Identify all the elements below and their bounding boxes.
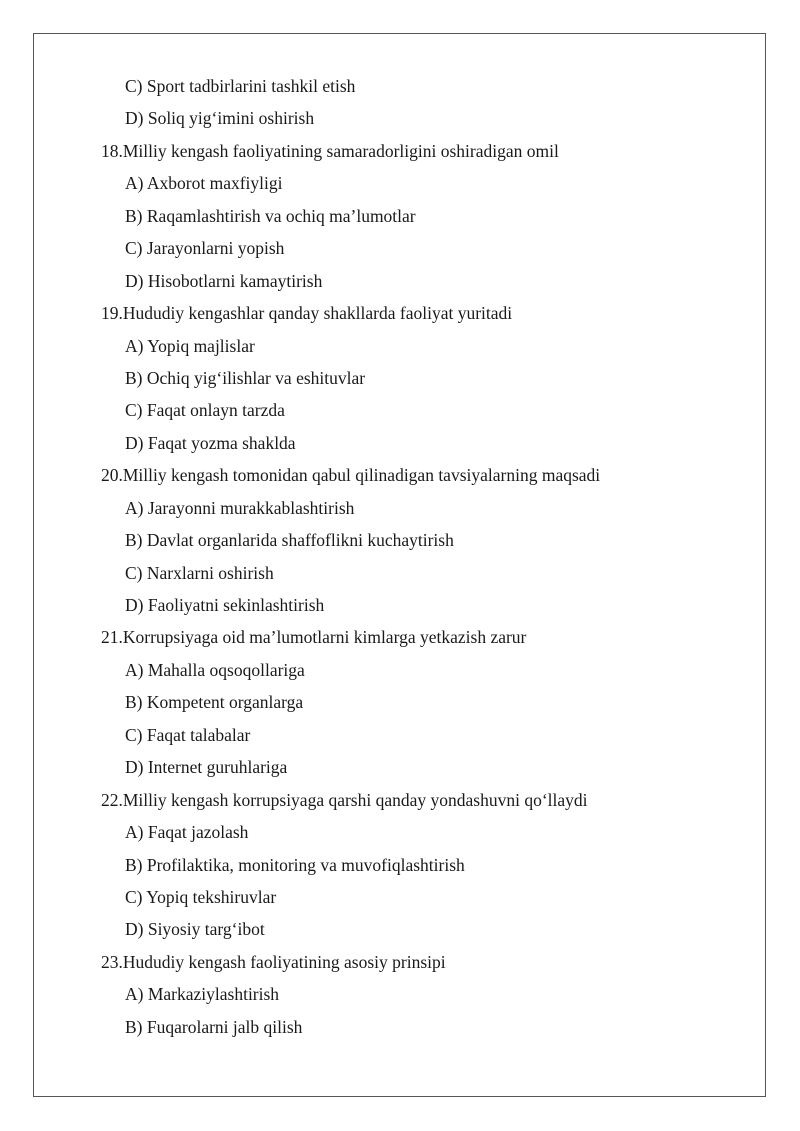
answer-option: C) Faqat onlayn tarzda — [125, 400, 285, 421]
answer-option: D) Internet guruhlariga — [125, 757, 288, 778]
answer-option: B) Davlat organlarida shaffoflikni kuchaytirish — [125, 530, 454, 551]
answer-option: B) Kompetent organlarga — [125, 692, 304, 713]
answer-option: A) Mahalla oqsoqollariga — [125, 659, 305, 680]
answer-option: A) Yopiq majlislar — [125, 335, 255, 356]
answer-option: D) Siyosiy targ‘ibot — [125, 919, 265, 940]
answer-option: D) Faoliyatni sekinlashtirish — [125, 595, 325, 615]
answer-option: B) Raqamlashtirish va ochiq ma’lumotlar — [125, 205, 416, 226]
answer-option: A) Jarayonni murakkablashtirish — [125, 497, 355, 518]
answer-option: C) Faqat talabalar — [125, 724, 251, 745]
question-text: 23.Hududiy kengash faoliyatining asosiy prinsipi — [101, 951, 446, 972]
question-text: 18.Milliy kengash faoliyatining samaradorligini oshiradigan omil — [101, 140, 559, 161]
answer-option: A) Faqat jazolash — [125, 822, 249, 843]
answer-option: D) Faqat yozma shaklda — [125, 432, 296, 453]
document-body — [0, 70, 800, 1043]
answer-option: C) Jarayonlarni yopish — [125, 238, 285, 259]
answer-option: B) Ochiq yig‘ilishlar va eshituvlar — [125, 367, 366, 388]
answer-option: C) Yopiq tekshiruvlar — [125, 886, 277, 907]
answer-option: C) Sport tadbirlarini tashkil etish — [125, 76, 356, 96]
answer-option: C) Narxlarni oshirish — [125, 562, 274, 583]
answer-option: D) Soliq yig‘imini oshirish — [125, 108, 315, 129]
answer-option: B) Profilaktika, monitoring va muvofiqlashtirish — [125, 854, 465, 875]
answer-option: A) Markaziylashtirish — [125, 984, 280, 1005]
question-text: 22.Milliy kengash korrupsiyaga qarshi qanday yondashuvni qo‘llaydi — [101, 789, 588, 810]
answer-option: A) Axborot maxfiyligi — [125, 173, 283, 194]
question-text: 20.Milliy kengash tomonidan qabul qilinadigan tavsiyalarning maqsadi — [101, 465, 601, 486]
question-text: 21.Korrupsiyaga oid ma’lumotlarni kimlarga yetkazish zarur — [101, 627, 527, 648]
answer-option: B) Fuqarolarni jalb qilish — [125, 1016, 303, 1037]
question-text: 19.Hududiy kengashlar qanday shakllarda faoliyat yuritadi — [101, 303, 513, 324]
answer-option: D) Hisobotlarni kamaytirish — [125, 270, 323, 291]
